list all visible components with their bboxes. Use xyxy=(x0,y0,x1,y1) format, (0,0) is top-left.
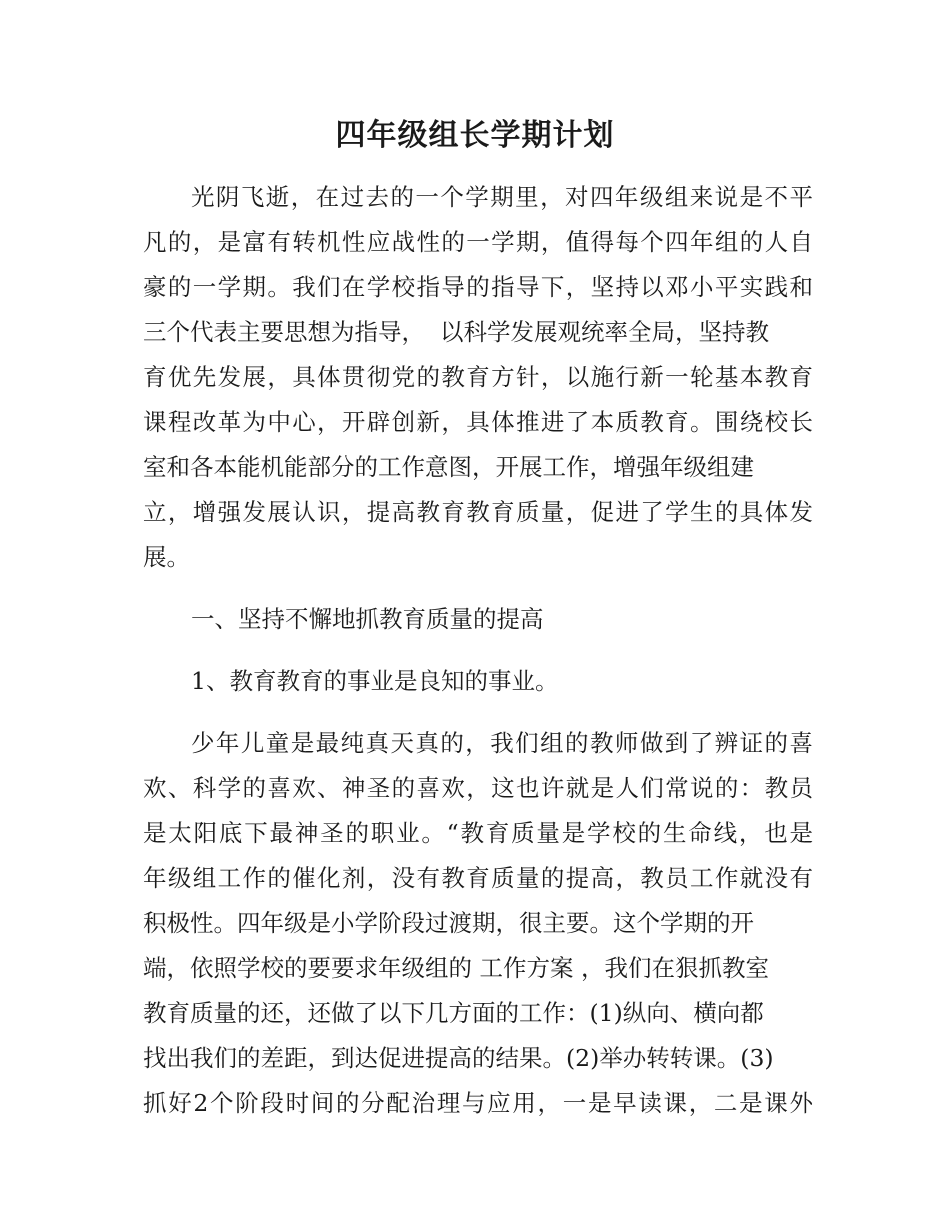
paragraph-line: 年级组工作的催化剂，没有教育质量的提高，教员工作就没有 xyxy=(143,864,813,892)
paragraph-line: 育优先发展，具体贯彻党的教育方针，以施行新一轮基本教育 xyxy=(143,363,813,391)
section-heading: 一、坚持不懈地抓教育质量的提高 xyxy=(191,605,544,633)
paragraph-line: 端，依照学校的要要求年级组的 工作方案 ，我们在狠抓教室 xyxy=(143,954,769,982)
paragraph-line: 是太阳底下最神圣的职业。“教育质量是学校的生命线，也是 xyxy=(143,819,813,847)
paragraph-line: 室和各本能机能部分的工作意图，开展工作，增强年级组建 xyxy=(143,453,754,481)
paragraph-line: 欢、科学的喜欢、神圣的喜欢，这也许就是人们常说的：教员 xyxy=(143,774,813,802)
subsection-heading: 1、教育教育的事业是良知的事业。 xyxy=(191,667,559,695)
paragraph-gap xyxy=(143,704,813,721)
paragraph-line: 抓好2个阶段时间的分配治理与应用，一是早读课，二是课外 xyxy=(143,1089,813,1117)
paragraph-line: 三个代表主要思想为指导， 以科学发展观统率全局，坚持教 xyxy=(143,318,769,346)
paragraph-line: 找出我们的差距，到达促进提高的结果。(2)举办转转课。(3) xyxy=(143,1044,774,1072)
paragraph-line: 少年儿童是最纯真天真的，我们组的教师做到了辨证的喜 xyxy=(191,729,813,757)
paragraph-gap xyxy=(143,642,813,659)
document-body xyxy=(143,175,813,1126)
paragraph-line: 教育质量的还，还做了以下几方面的工作：(1)纵向、横向都 xyxy=(143,999,764,1027)
paragraph-line: 展。 xyxy=(143,543,190,571)
paragraph-line: 光阴飞逝，在过去的一个学期里，对四年级组来说是不平 xyxy=(191,183,813,211)
paragraph-line: 课程改革为中心，开辟创新，具体推进了本质教育。围绕校长 xyxy=(143,408,813,436)
document-title: 四年级组长学期计划 xyxy=(335,118,615,153)
paragraph-line: 积极性。四年级是小学阶段过渡期，很主要。这个学期的开 xyxy=(143,909,754,937)
paragraph-gap xyxy=(143,580,813,597)
paragraph-line: 立，增强发展认识，提高教育教育质量，促进了学生的具体发 xyxy=(143,498,813,526)
paragraph-line: 豪的一学期。我们在学校指导的指导下，坚持以邓小平实践和 xyxy=(143,273,813,301)
paragraph-line: 凡的，是富有转机性应战性的一学期，值得每个四年组的人自 xyxy=(143,228,813,256)
